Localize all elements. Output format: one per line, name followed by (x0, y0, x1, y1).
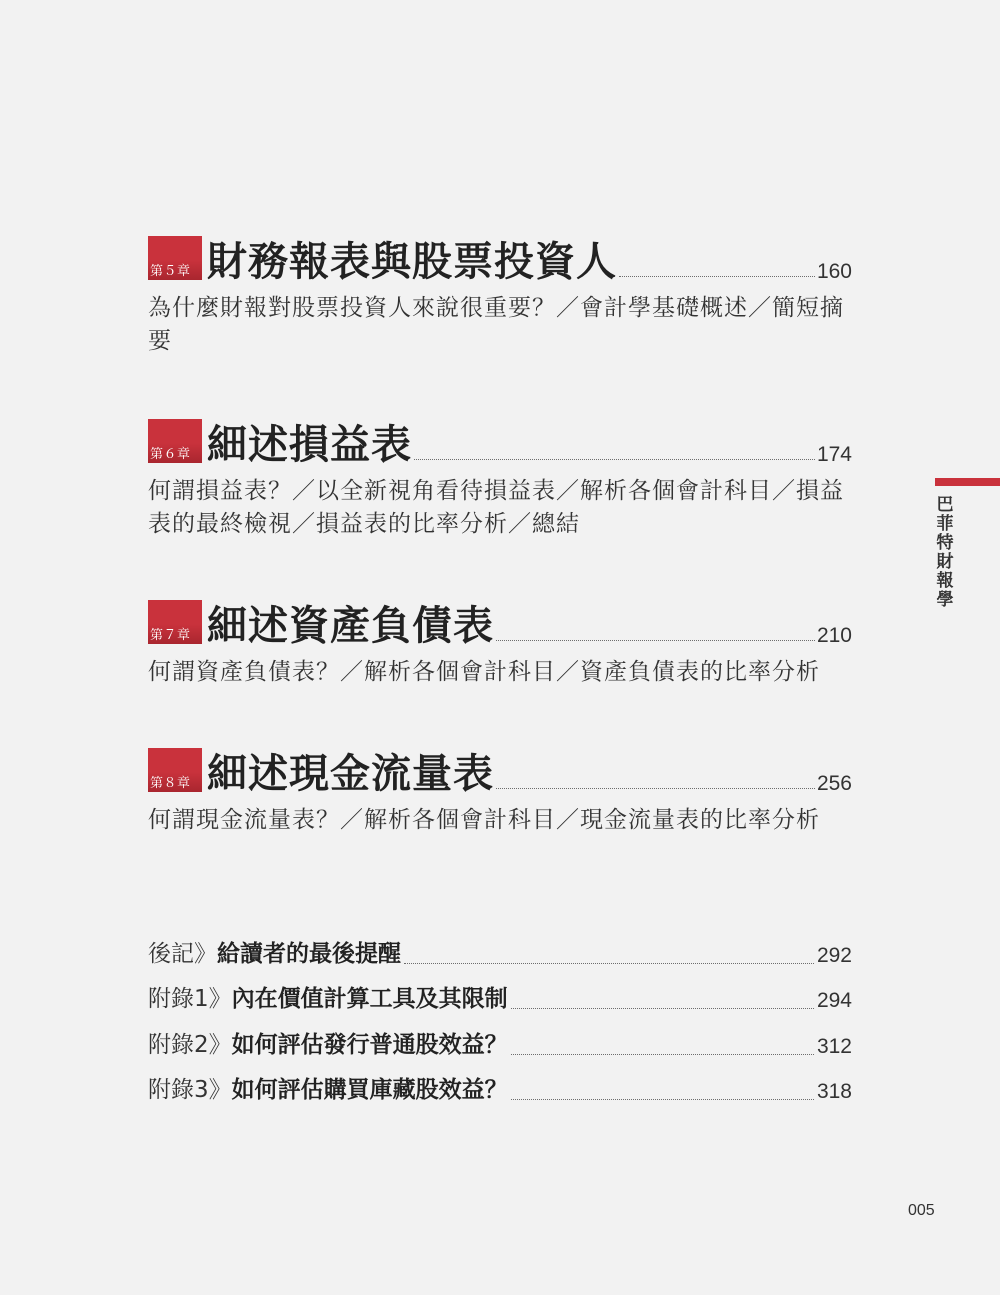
chapter-title: 財務報表與股票投資人 (207, 239, 617, 285)
chapter-5-entry[interactable] (148, 232, 852, 358)
chapter-description: 何謂損益表？／以全新視角看待損益表／解析各個會計科目／損益表的最終檢視／損益表的比率分析／總結 (148, 478, 844, 537)
page-number: 005 (908, 1202, 935, 1219)
dot-leader (496, 640, 815, 641)
chapter-description: 何謂現金流量表？／解析各個會計科目／現金流量表的比率分析 (148, 807, 820, 833)
chapter-title: 細述損益表 (207, 422, 412, 468)
appendix-entry-afterword[interactable] (148, 926, 852, 972)
chapter-heading (148, 744, 852, 798)
chapter-title: 細述資產負債表 (207, 603, 494, 649)
chapter-badge (148, 419, 202, 463)
appendix-entry-1[interactable] (148, 972, 852, 1018)
side-tab-bar (935, 478, 1000, 486)
chapter-description: 何謂資產負債表？／解析各個會計科目／資產負債表的比率分析 (148, 659, 820, 685)
appendix-title: 如何評估購買庫藏股效益？ (231, 1077, 508, 1103)
appendix-page-number: 318 (816, 1080, 852, 1103)
chapter-page-number: 174 (816, 443, 852, 466)
appendix-prefix: 附錄1》 (148, 986, 232, 1012)
chapter-page-number: 256 (816, 772, 852, 795)
chapter-badge-label: 第８章 (150, 776, 191, 791)
appendix-title: 內在價值計算工具及其限制 (231, 986, 508, 1012)
chapter-page-number: 210 (816, 624, 852, 647)
appendix-entry-3[interactable] (148, 1063, 852, 1109)
appendix-page-number: 294 (816, 989, 852, 1012)
appendix-prefix: 附錄2》 (148, 1031, 232, 1058)
appendix-page-number: 312 (816, 1034, 852, 1058)
appendix-title: 如何評估發行普通股效益？ (231, 1031, 508, 1058)
dot-leader (511, 1054, 814, 1055)
chapter-heading (148, 232, 852, 286)
chapter-badge (148, 748, 202, 792)
dot-leader (404, 963, 814, 964)
chapter-heading (148, 596, 852, 650)
chapter-badge-label: 第６章 (150, 447, 191, 462)
appendix-page-number: 292 (816, 943, 852, 967)
chapter-badge (148, 236, 202, 280)
chapter-badge-label: 第７章 (150, 628, 191, 643)
chapter-badge-label: 第５章 (150, 264, 191, 279)
appendix-entry-2[interactable] (148, 1017, 852, 1063)
chapter-description: 為什麼財報對股票投資人來說很重要？／會計學基礎概述／簡短摘要 (148, 295, 844, 354)
appendix-prefix: 後記》 (148, 940, 217, 967)
chapter-6-entry[interactable] (148, 415, 852, 541)
side-tab-book-title: 巴菲特財報學 (936, 495, 954, 610)
dot-leader (414, 459, 815, 460)
chapter-badge (148, 600, 202, 644)
appendix-prefix: 附錄3》 (148, 1077, 232, 1103)
appendix-title: 給讀者的最後提醒 (217, 940, 401, 967)
chapter-heading (148, 415, 852, 469)
dot-leader (511, 1099, 814, 1100)
chapter-8-entry[interactable] (148, 744, 852, 837)
appendix-list (148, 926, 852, 1108)
dot-leader (619, 276, 815, 277)
chapter-7-entry[interactable] (148, 596, 852, 689)
chapter-page-number: 160 (816, 260, 852, 283)
dot-leader (496, 788, 815, 789)
dot-leader (511, 1008, 814, 1009)
chapter-title: 細述現金流量表 (207, 751, 494, 797)
